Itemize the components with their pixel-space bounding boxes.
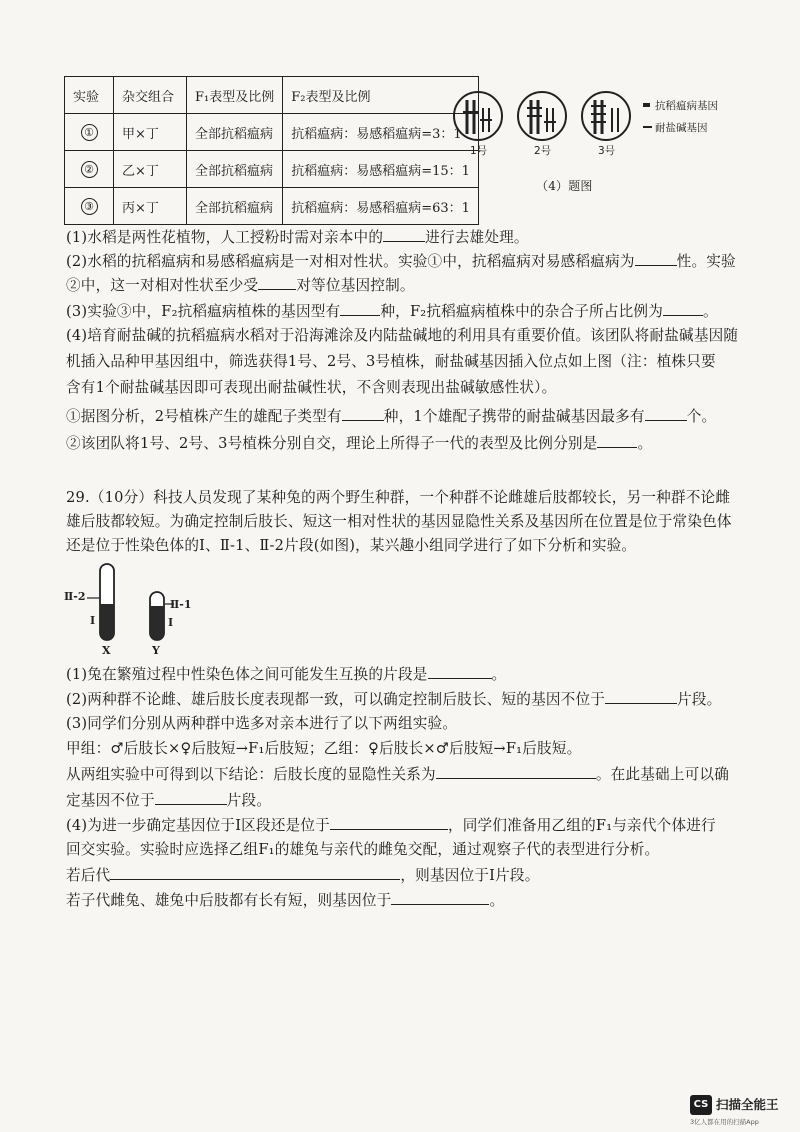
- cell-2-label: 2号: [534, 145, 552, 157]
- table-header-cell: 实验: [65, 77, 114, 114]
- q28-line: (3)实验③中，F₂抗稻瘟病植株的基因型有 种，F₂抗稻瘟病植株中的杂合子所占比例为 。: [66, 303, 718, 320]
- table-cell-cross: 甲×丁: [114, 114, 187, 151]
- q28-line: ②该团队将1号、2号、3号植株分别自交，理论上所得子一代的表型及比例分别是 。: [66, 435, 653, 452]
- label-II-2: Ⅱ-2: [64, 590, 86, 603]
- table-header-row: [65, 77, 479, 114]
- sex-chromosome-figure: [62, 560, 222, 660]
- answer-blank: [391, 890, 489, 905]
- table-cell-f1: 全部抗稻瘟病: [187, 114, 283, 151]
- q28-line: ②中，这一对相对性状至少受 对等位基因控制。: [66, 277, 415, 294]
- label-I-y: Ⅰ: [168, 616, 174, 629]
- chromosome-insert-figure: [450, 86, 780, 166]
- table-cell-exp: ③: [65, 188, 114, 225]
- answer-blank: [258, 275, 296, 290]
- label-II-1: Ⅱ-1: [170, 598, 192, 611]
- table-row: [65, 188, 479, 225]
- answer-blank: [340, 301, 380, 316]
- answer-blank: [383, 227, 425, 242]
- scanner-tagline: 3亿人都在用的扫描App: [690, 1118, 759, 1126]
- q29-intro: 还是位于性染色体的Ⅰ、Ⅱ-1、Ⅱ-2片段(如图)，某兴趣小组同学进行了如下分析和实验。: [66, 537, 637, 554]
- cell-3-label: 3号: [598, 145, 616, 157]
- scanner-logo: CS: [690, 1095, 712, 1115]
- table-cell-f2: 抗稻瘟病：易感稻瘟病=3：1: [283, 114, 479, 151]
- q29-line: (2)两种群不论雌、雄后肢长度表现都一致，可以确定控制后肢长、短的基因不位于 片段。: [66, 691, 722, 708]
- table-row: [65, 151, 479, 188]
- table-cell-f2: 抗稻瘟病：易感稻瘟病=63：1: [283, 188, 479, 225]
- table-header-cell: F₂表型及比例: [283, 77, 479, 114]
- x-chromosome: [100, 564, 114, 640]
- q29-line: (4)为进一步确定基因位于Ⅰ区段还是位于 ，同学们准备用乙组的F₁与亲代个体进行: [66, 817, 716, 834]
- answer-blank: [330, 815, 448, 830]
- figure-caption: （4）题图: [536, 179, 593, 193]
- scanner-app-name: 扫描全能王: [716, 1097, 779, 1112]
- cell-1-label: 1号: [470, 145, 488, 157]
- cell-3-diagram: [582, 92, 630, 140]
- table-cell-f1: 全部抗稻瘟病: [187, 188, 283, 225]
- answer-blank: [436, 764, 596, 779]
- q28-line: ①据图分析，2号植株产生的雄配子类型有 种，1个雄配子携带的耐盐碱基因最多有 个。: [66, 408, 717, 425]
- q29-line: (1)兔在繁殖过程中性染色体之间可能发生互换的片段是 。: [66, 666, 507, 683]
- q28-line: (2)水稻的抗稻瘟病和易感稻瘟病是一对相对性状。实验①中，抗稻瘟病对易感稻瘟病为 性。实验: [66, 253, 736, 270]
- q29-intro: 29.（10分）科技人员发现了某种兔的两个野生种群，一个种群不论雌雄后肢都较长，另一种群不论雌: [66, 489, 731, 506]
- q28-line: 机插入品种甲基因组中，筛选获得1号、2号、3号植株，耐盐碱基因插入位点如上图（注：植株只要: [66, 353, 716, 370]
- y-chromosome: [150, 592, 164, 640]
- q29-line: 若子代雌兔、雄兔中后肢都有长有短，则基因位于 。: [66, 892, 505, 909]
- legend-mark-resist: [643, 103, 650, 107]
- answer-blank: [597, 433, 637, 448]
- table-cell-cross: 丙×丁: [114, 188, 187, 225]
- cell-2-diagram: [518, 92, 566, 140]
- answer-blank: [663, 301, 703, 316]
- q28-line: (4)培育耐盐碱的抗稻瘟病水稻对于沿海滩涂及内陆盐碱地的利用具有重要价值。该团队将耐盐碱基因随: [66, 327, 739, 344]
- q29-line: 回交实验。实验时应选择乙组F₁的雄兔与亲代的雌兔交配，通过观察子代的表型进行分析。: [66, 841, 660, 858]
- answer-blank: [635, 251, 677, 266]
- q29-line: 若后代 ，则基因位于Ⅰ片段。: [66, 867, 540, 884]
- table-header-cell: F₁表型及比例: [187, 77, 283, 114]
- label-X: X: [102, 644, 111, 657]
- q29-line: (3)同学们分别从两种群中选多对亲本进行了以下两组实验。: [66, 715, 458, 732]
- q29-line: 定基因不位于 片段。: [66, 792, 272, 809]
- q29-intro: 雄后肢都较短。为确定控制后肢长、短这一相对性状的基因显隐性关系及基因所在位置是位于常染色体: [66, 513, 732, 530]
- answer-blank: [155, 790, 227, 805]
- cell-1-diagram: [454, 92, 502, 140]
- table-header-cell: 杂交组合: [114, 77, 187, 114]
- legend-salt-label: 耐盐碱基因: [655, 122, 708, 134]
- table-cell-exp: ②: [65, 151, 114, 188]
- table-cell-f2: 抗稻瘟病：易感稻瘟病=15：1: [283, 151, 479, 188]
- answer-blank: [342, 406, 384, 421]
- legend-resist-label: 抗稻瘟病基因: [655, 100, 718, 112]
- q29-line: 从两组实验中可得到以下结论：后肢长度的显隐性关系为 。在此基础上可以确: [66, 766, 730, 783]
- answer-blank: [605, 689, 677, 704]
- answer-blank: [110, 865, 400, 880]
- q29-line: 甲组：♂后肢长×♀后肢短→F₁后肢短；乙组：♀后肢长×♂后肢短→F₁后肢短。: [66, 740, 582, 757]
- q28-line: (1)水稻是两性花植物，人工授粉时需对亲本中的 进行去雄处理。: [66, 229, 529, 246]
- table-cell-cross: 乙×丁: [114, 151, 187, 188]
- q28-line: 含有1个耐盐碱基因即可表现出耐盐碱性状，不含则表现出盐碱敏感性状）。: [66, 379, 557, 396]
- label-Y: Y: [152, 644, 160, 657]
- answer-blank: [428, 664, 492, 679]
- table-cell-f1: 全部抗稻瘟病: [187, 151, 283, 188]
- table-cell-exp: ①: [65, 114, 114, 151]
- answer-blank: [645, 406, 687, 421]
- label-I-x: Ⅰ: [90, 614, 96, 627]
- experiment-table: [64, 76, 479, 225]
- table-row: [65, 114, 479, 151]
